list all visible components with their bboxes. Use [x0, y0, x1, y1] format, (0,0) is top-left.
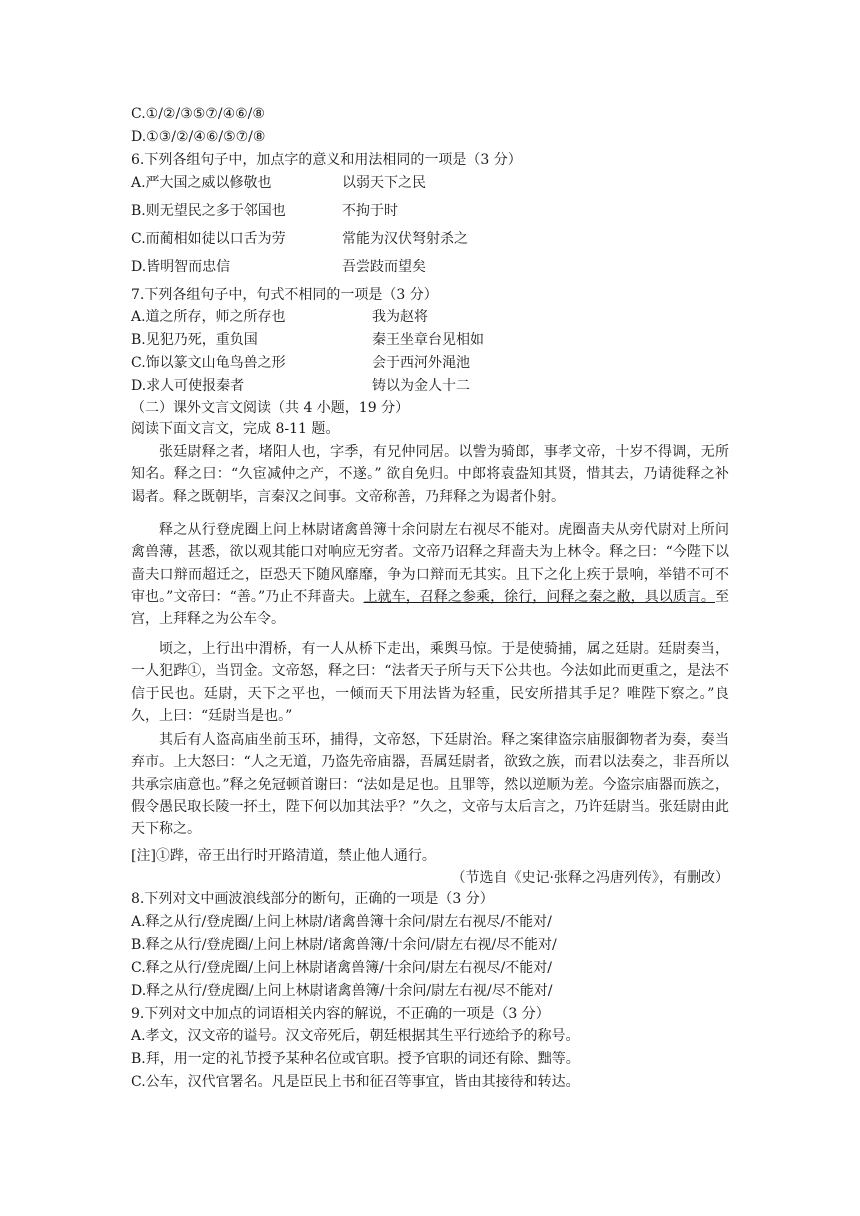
passage-paragraph-2-end: 至宫，上拜释之为公车令。 [131, 588, 729, 628]
q7-option-d-left: D.求人可使报秦者 [131, 378, 245, 394]
passage-paragraph-2 [131, 519, 729, 630]
q7-option-d [131, 376, 470, 396]
q6-option-b [131, 201, 398, 221]
q6-option-d [131, 257, 426, 277]
q6-option-a [131, 173, 426, 193]
q9-option-c: C.公车，汉代官署名。凡是臣民上书和征召等事宜，皆由其接待和转达。 [131, 1074, 580, 1090]
q6-option-a-left: A.严大国之威以修敬也 [131, 175, 272, 191]
q9-option-a: A.孝文，汉文帝的谥号。汉文帝死后，朝廷根据其生平行迹给予的称号。 [131, 1028, 580, 1044]
q6-stem: 6.下列各组句子中，加点字的意义和用法相同的一项是（3 分） [131, 152, 522, 168]
underlined-sentence: 上就车，召释之参乘，徐行，问释之秦之敝，具以质言。 [363, 588, 715, 605]
q5-option-d: D.①③/②/④⑥/⑤⑦/⑧ [131, 129, 266, 145]
q7-option-b-right: 秦王坐章台见相如 [372, 332, 484, 348]
q7-stem: 7.下列各组句子中，句式不相同的一项是（3 分） [131, 287, 438, 303]
q7-option-a-right: 我为赵将 [372, 309, 428, 325]
q7-option-a [131, 307, 428, 327]
q9-option-b: B.拜，用一定的礼节授予某种名位或官职。授予官职的词还有除、黜等。 [131, 1051, 580, 1067]
q8-option-c: C.释之从行/登虎圈/上问上林尉诸禽兽簿/十余问/尉左右视尽/不能对/ [131, 960, 552, 976]
q8-option-b: B.释之从行/登虎圈/上问上林尉/诸禽兽簿/十余问/尉左右视/尽不能对/ [131, 937, 557, 953]
q7-option-a-left: A.道之所存，师之所存也 [131, 309, 286, 325]
q7-option-d-right: 铸以为金人十二 [372, 378, 470, 394]
q8-stem: 8.下列对文中画波浪线部分的断句，正确的一项是（3 分） [131, 891, 494, 907]
q6-option-d-left: D.皆明智而忠信 [131, 259, 231, 275]
section-instruction: 阅读下面文言文，完成 8-11 题。 [131, 421, 340, 437]
q6-option-d-right: 吾尝跂而望矣 [342, 259, 426, 275]
q5-option-c: C.①/②/③⑤⑦/④⑥/⑧ [131, 106, 265, 122]
passage-paragraph-2-text: 释之从行登虎圈上问上林尉诸禽兽簿十余问尉左右视尽不能对。虎圈啬夫从旁代尉对上所问禽兽薄，甚悉，欲以观其能口对响应无穷者。文帝乃诏释之拜啬夫为上林令。释之曰：“今陛下以啬夫口辩而超迁之，臣恐天下随风靡靡，争为口辩而无其实。且下之化上疾于景响，举错不可不审也。”文帝曰：“善。”乃止不拜啬夫。 [131, 522, 729, 605]
q7-option-c-right: 会于西河外渑池 [372, 355, 470, 371]
q6-option-c [131, 229, 468, 249]
q8-option-a: A.释之从行/登虎圈/上问上林尉/诸禽兽簿十余问/尉左右视尽/不能对/ [131, 914, 552, 930]
passage-paragraph-4: 其后有人盗高庙坐前玉环，捕得，文帝怒，下廷尉治。释之案律盗宗庙服御物者为奏，奏当弃市。上大怒曰：“人之无道，乃盗先帝庙器，吾属廷尉者，欲致之族，而君以法奏之，非吾所以共承宗庙意也。”释之免冠顿首谢曰：“法如是足也。且罪等，然以逆顺为差。今盗宗庙器而族之，假令愚民取长陵一抔土，陛下何以加其法乎？”久之，文帝与太后言之，乃许廷尉当。张廷尉由此天下称之。 [131, 732, 729, 838]
section-heading: （二）课外文言文阅读（共 4 小题，19 分） [131, 400, 410, 416]
q6-option-c-left: C.而蔺相如徒以口舌为劳 [131, 231, 286, 247]
q7-option-c-left: C.饰以篆文山龟鸟兽之形 [131, 355, 286, 371]
source-citation: （节选自《史记·张释之冯唐列传》，有删改） [451, 870, 729, 886]
q7-option-b-left: B.见犯乃死，重负国 [131, 332, 258, 348]
q6-option-b-left: B.则无望民之多于邻国也 [131, 203, 286, 219]
q6-option-a-right: 以弱天下之民 [342, 175, 426, 191]
q6-option-c-right: 常能为汉伏弩射杀之 [342, 231, 468, 247]
q6-option-b-right: 不拘于时 [342, 203, 398, 219]
passage-paragraph-3: 顷之，上行出中渭桥，有一人从桥下走出，乘舆马惊。于是使骑捕，属之廷尉。廷尉奏当，一人犯跸①，当罚金。文帝怒，释之曰：“法者天子所与天下公共也。今法如此而更重之，是法不信于民也。廷尉，天下之平也，一倾而天下用法皆为轻重，民安所措其手足？唯陛下察之。”良久，上曰：“廷尉当是也。” [131, 641, 729, 724]
q8-option-d: D.释之从行/登虎圈/上问上林尉诸禽兽簿/十余问/尉左右视/尽不能对/ [131, 983, 553, 999]
q7-option-b [131, 330, 484, 350]
annotation-note: [注]①跸，帝王出行时开路清道，禁止他人通行。 [131, 848, 436, 864]
q9-stem: 9.下列对文中加点的词语相关内容的解说，不正确的一项是（3 分） [131, 1006, 550, 1022]
q7-option-c [131, 353, 470, 373]
passage-paragraph-1: 张廷尉释之者，堵阳人也，字季，有兄仲同居。以訾为骑郎，事孝文帝，十岁不得调，无所知名。释之曰：“久宦减仲之产，不遂。” 欲自免归。中郎将袁盎知其贤，惜其去，乃请徙释之补谒者。释之既朝毕，言秦汉之间事。文帝称善，乃拜释之为谒者仆射。 [131, 444, 729, 505]
